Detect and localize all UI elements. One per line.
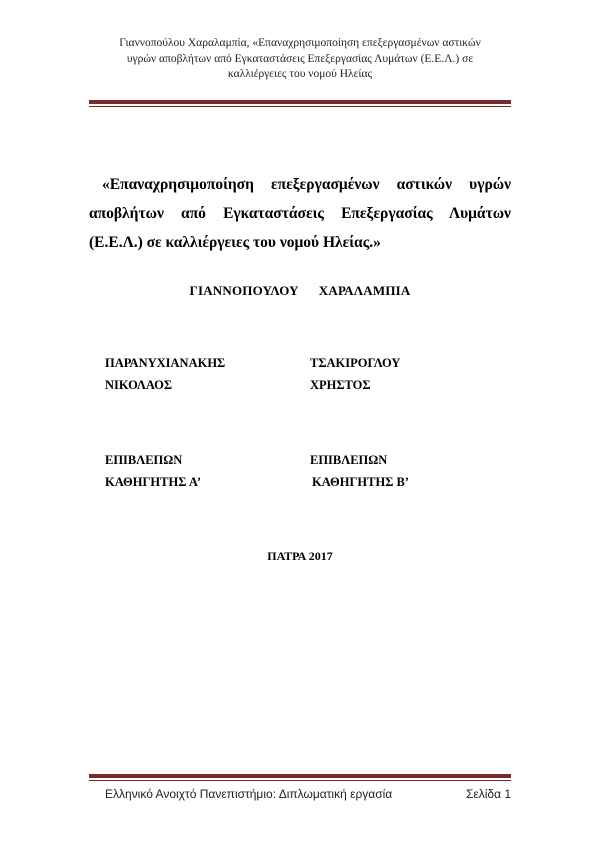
running-header	[95, 36, 505, 83]
supervisor-a-name: ΝΙΚΟΛΑΟΣ	[105, 378, 173, 392]
supervisor-b-surname: ΤΣΑΚΙΡΟΓΛΟΥ	[310, 356, 401, 370]
header-line-3: καλλιέργειες του νομού Ηλείας	[227, 68, 373, 80]
supervisor-a-role	[105, 449, 201, 493]
title-line-2: αποβλήτων από Εγκαταστάσεις Επεξεργασίας Λυμάτων	[89, 205, 511, 222]
supervisor-a-role-line-1: ΕΠΙΒΛΕΠΩΝ	[105, 453, 183, 467]
supervisor-b-role-line-2: ΚΑΘΗΓΗΤΗΣ Β’	[312, 475, 410, 489]
supervisor-b-name: ΧΡΗΣΤΟΣ	[310, 378, 371, 392]
supervisor-b	[310, 352, 400, 396]
footer-rule-thin	[89, 780, 511, 781]
footer-rule-thick	[89, 774, 511, 778]
header-line-2: υγρών αποβλήτων από Εγκαταστάσεις Επεξεργασίας Λυμάτων (Ε.Ε.Λ.) σε	[126, 52, 474, 65]
supervisor-b-role	[310, 449, 409, 493]
page-number: Σελίδα 1	[466, 787, 512, 801]
supervisor-a-role-line-2: ΚΑΘΗΓΗΤΗΣ Α’	[105, 475, 202, 489]
title-line-3: (Ε.Ε.Λ.) σε καλλιέργειες του νομού Ηλείας.»	[89, 234, 381, 251]
footer-institution: Ελληνικό Ανοιχτό Πανεπιστήμιο: Διπλωματική εργασία	[105, 787, 393, 801]
header-line-1: Γιαννοπούλου Χαραλαμπία, «Επαναχρησιμοποίηση επεξεργασμένων αστικών	[119, 37, 481, 49]
place-and-year: ΠΑΤΡΑ 2017	[267, 549, 333, 563]
supervisor-b-role-line-1: ΕΠΙΒΛΕΠΩΝ	[310, 453, 388, 467]
header-rule-thin	[89, 106, 511, 107]
author-first-name: ΧΑΡΑΛΑΜΠΙΑ	[318, 283, 411, 298]
title-line-1: «Επαναχρησιμοποίηση επεξεργασμένων αστικών υγρών	[102, 176, 511, 193]
header-rule-thick	[89, 100, 511, 104]
thesis-title	[89, 170, 511, 257]
author-name	[0, 283, 600, 299]
supervisor-a-surname: ΠΑΡΑΝΥΧΙΑΝΑΚΗΣ	[105, 356, 226, 370]
supervisor-a	[105, 352, 225, 396]
author-surname: ΓΙΑΝΝΟΠΟΥΛΟΥ	[189, 283, 299, 298]
